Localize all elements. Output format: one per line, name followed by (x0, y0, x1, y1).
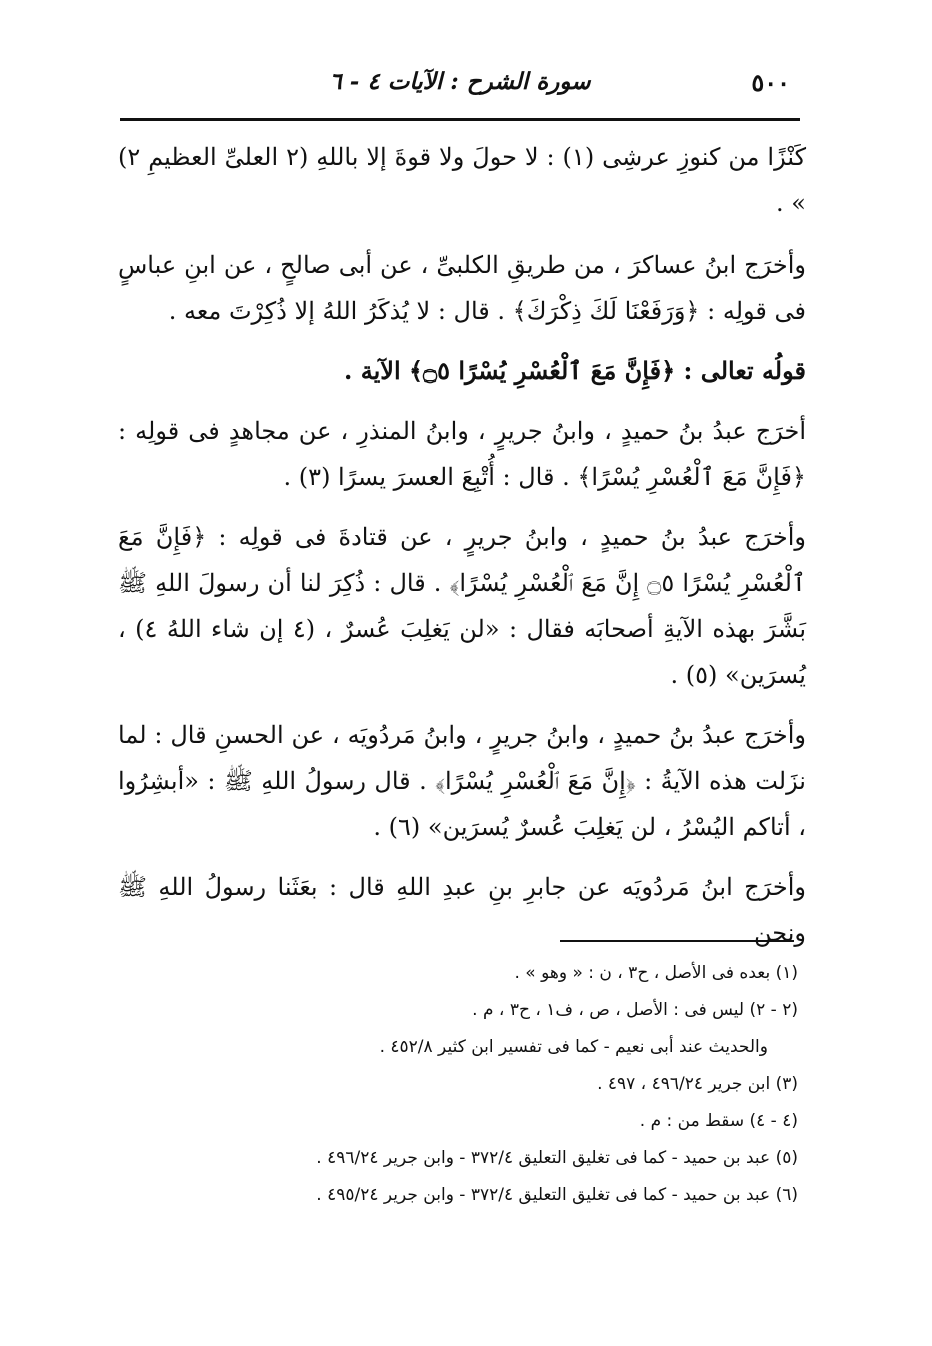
paragraph: وأخرَج عبدُ بنُ حميدٍ ، وابنُ جريرٍ ، عن قتادةَ فى قولِه : ﴿فَإِنَّ مَعَ ٱلْعُسْرِ يُسْرًا ۝٥ إِنَّ مَعَ ٱلْعُسْرِ يُسْرًا﴾ . قال : ذُكِرَ لنا أن رسولَ اللهِ ﷺ بَشَّرَ بهذه الآيةِ أصحابَه فقال : «لن يَغلِبَ عُسرٌ ، (٤ إن شاء اللهُ ٤) ، يُسرَين» (٥) . (118, 523, 807, 689)
paragraph: وأخرَج ابنُ مَردُويَه عن جابرِ بنِ عبدِ اللهِ قال : بعَثَنا رسولُ اللهِ ﷺ ونحن (118, 873, 806, 947)
footnote: (٢ - ٢) ليس فى : الأصل ، ص ، ف١ ، ح٣ ، م . (472, 1000, 798, 1020)
footnote: (١) بعده فى الأصل ، ح٣ ، ن : « وهو » . (514, 963, 798, 983)
paragraph: أخرَج عبدُ بنُ حميدٍ ، وابنُ جريرٍ ، وابنُ المنذرِ ، عن مجاهدٍ فى قولِه : ﴿فَإِنَّ مَعَ ٱلْعُسْرِ يُسْرًا﴾ . قال : أُتْبِعَ العسرَ يسرًا (٣) . (118, 417, 806, 491)
header-title: سورة الشرح : الآيات ٤ - ٦ (329, 68, 591, 95)
main-text (118, 134, 806, 970)
footnote-continuation: والحديث عند أبى نعيم - كما فى تفسير ابن كثير ٤٥٢/٨ . (379, 1037, 768, 1057)
footnote: (٦) عبد بن حميد - كما فى تغليق التعليق ٣٧٢/٤ - وابن جرير ٤٩٥/٢٤ . (316, 1185, 798, 1205)
page-number: ٥٠٠ (751, 68, 790, 97)
paragraph: وأخرَج ابنُ عساكرَ ، من طريقِ الكلبىِّ ، عن أبى صالحٍ ، عن ابنِ عباسٍ فى قولِه : ﴿وَرَفَعْنَا لَكَ ذِكْرَكَ﴾ . قال : لا يُذكَرُ اللهُ إلا ذُكِرْتَ معه . (118, 251, 806, 325)
footnote: (٥) عبد بن حميد - كما فى تغليق التعليق ٣٧٢/٤ - وابن جرير ٤٩٦/٢٤ . (316, 1148, 798, 1168)
paragraph: وأخرَج عبدُ بنُ حميدٍ ، وابنُ جريرٍ ، وابنُ مَردُويَه ، عن الحسنِ قال : لما نزَلت هذه الآيةُ : ﴿إِنَّ مَعَ ٱلْعُسْرِ يُسْرًا﴾ . قال رسولُ اللهِ ﷺ : «أبشِرُوا ، أتاكم اليُسْرُ ، لن يَغلِبَ عُسرٌ يُسرَين» (٦) . (118, 721, 807, 841)
footnote: (٤ - ٤) سقط من : م . (639, 1111, 798, 1131)
verse-heading: قولُه تعالى : ﴿فَإِنَّ مَعَ ٱلْعُسْرِ يُسْرًا ۝٥﴾ الآية . (344, 356, 806, 385)
footnotes (118, 955, 798, 1214)
footnote-separator (560, 940, 794, 942)
footnote: (٣) ابن جرير ٤٩٦/٢٤ ، ٤٩٧ . (597, 1074, 798, 1094)
header-rule (120, 118, 800, 121)
running-header (120, 62, 800, 102)
paragraph: كَنْزًا من كنوزِ عرشِى (١) : لا حولَ ولا قوةَ إلا باللهِ (٢ العلىِّ العظيمِ ٢) » . (118, 143, 806, 217)
